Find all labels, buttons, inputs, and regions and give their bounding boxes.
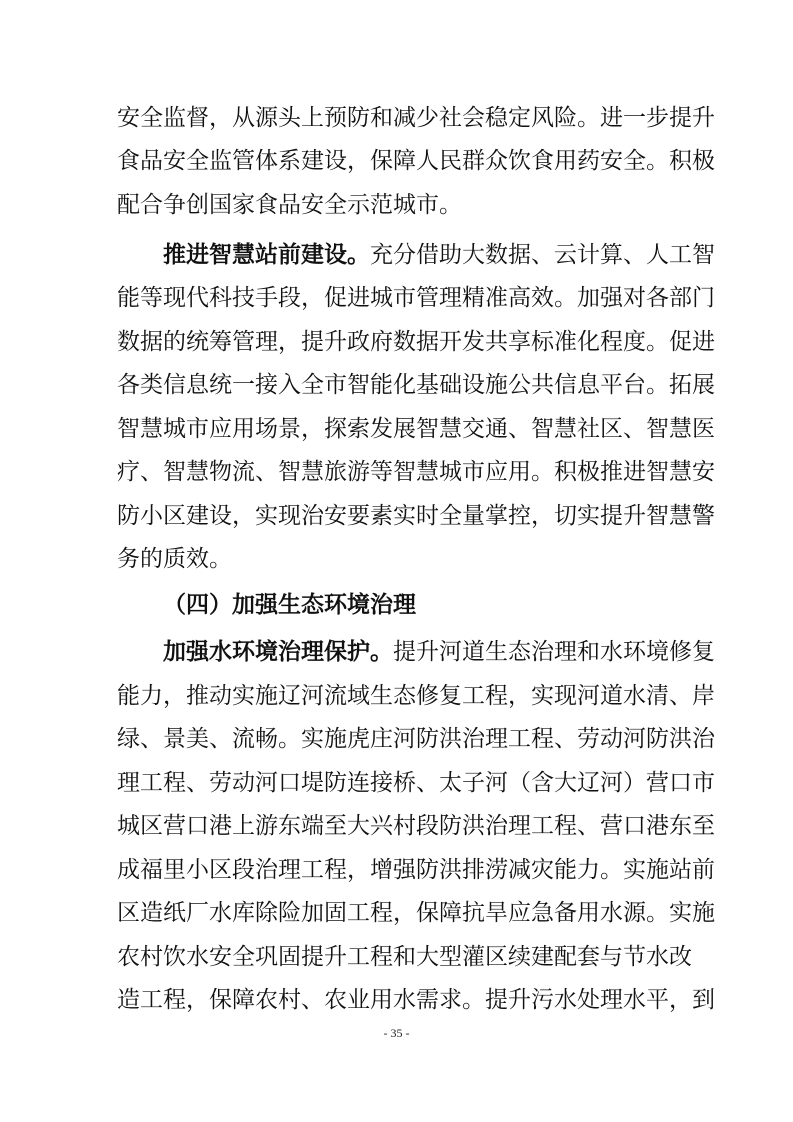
paragraph-line: 能等现代科技手段，促进城市管理精准高效。加强对各部门 — [117, 285, 715, 312]
paragraph-line: 能力，推动实施辽河流域生态修复工程，实现河道水清、岸 — [117, 682, 715, 709]
section-heading: （四）加强生态环境治理 — [163, 592, 416, 619]
paragraph-line: 造工程，保障农村、农业用水需求。提升污水处理水平，到 — [117, 987, 715, 1014]
paragraph-line: 理工程、劳动河口堤防连接桥、太子河（含大辽河）营口市 — [117, 769, 715, 796]
paragraph-line: 务的质效。 — [117, 546, 232, 572]
paragraph-line: 疗、智慧物流、智慧旅游等智慧城市应用。积极推进智慧安 — [117, 459, 715, 486]
paragraph-text: 充分借助大数据、云计算、人工智 — [370, 241, 715, 268]
paragraph-line: 配合争创国家食品安全示范城市。 — [117, 191, 462, 218]
paragraph-line: 数据的统筹管理，提升政府数据开发共享标准化程度。促进 — [117, 328, 715, 355]
paragraph-line: 区造纸厂水库除险加固工程，保障抗旱应急备用水源。实施 — [117, 900, 715, 927]
paragraph-line: 各类信息统一接入全市智能化基础设施公共信息平台。拓展 — [117, 372, 715, 399]
paragraph-bold-lead: 推进智慧站前建设。 — [163, 241, 370, 268]
paragraph-line: 防小区建设，实现治安要素实时全量掌控，切实提升智慧警 — [117, 502, 715, 529]
paragraph-line: 成福里小区段治理工程，增强防洪排涝减灾能力。实施站前 — [117, 856, 715, 883]
paragraph-line: 安全监督，从源头上预防和减少社会稳定风险。进一步提升 — [117, 105, 715, 131]
paragraph-line: 绿、景美、流畅。实施虎庄河防洪治理工程、劳动河防洪治 — [117, 726, 715, 753]
paragraph-line: 食品安全监管体系建设，保障人民群众饮食用药安全。积极 — [117, 148, 715, 175]
paragraph-bold-lead: 加强水环境治理保护。 — [163, 639, 393, 666]
paragraph-text: 提升河道生态治理和水环境修复 — [393, 639, 715, 666]
paragraph-line: 城区营口港上游东端至大兴村段防洪治理工程、营口港东至 — [117, 813, 715, 840]
paragraph-first-line — [163, 632, 715, 672]
paragraph-line: 农村饮水安全巩固提升工程和大型灌区续建配套与节水改 — [117, 943, 692, 970]
page-number: - 35 - — [383, 1026, 410, 1040]
paragraph-line: 智慧城市应用场景，探索发展智慧交通、智慧社区、智慧医 — [117, 415, 715, 442]
paragraph-first-line — [163, 235, 715, 275]
